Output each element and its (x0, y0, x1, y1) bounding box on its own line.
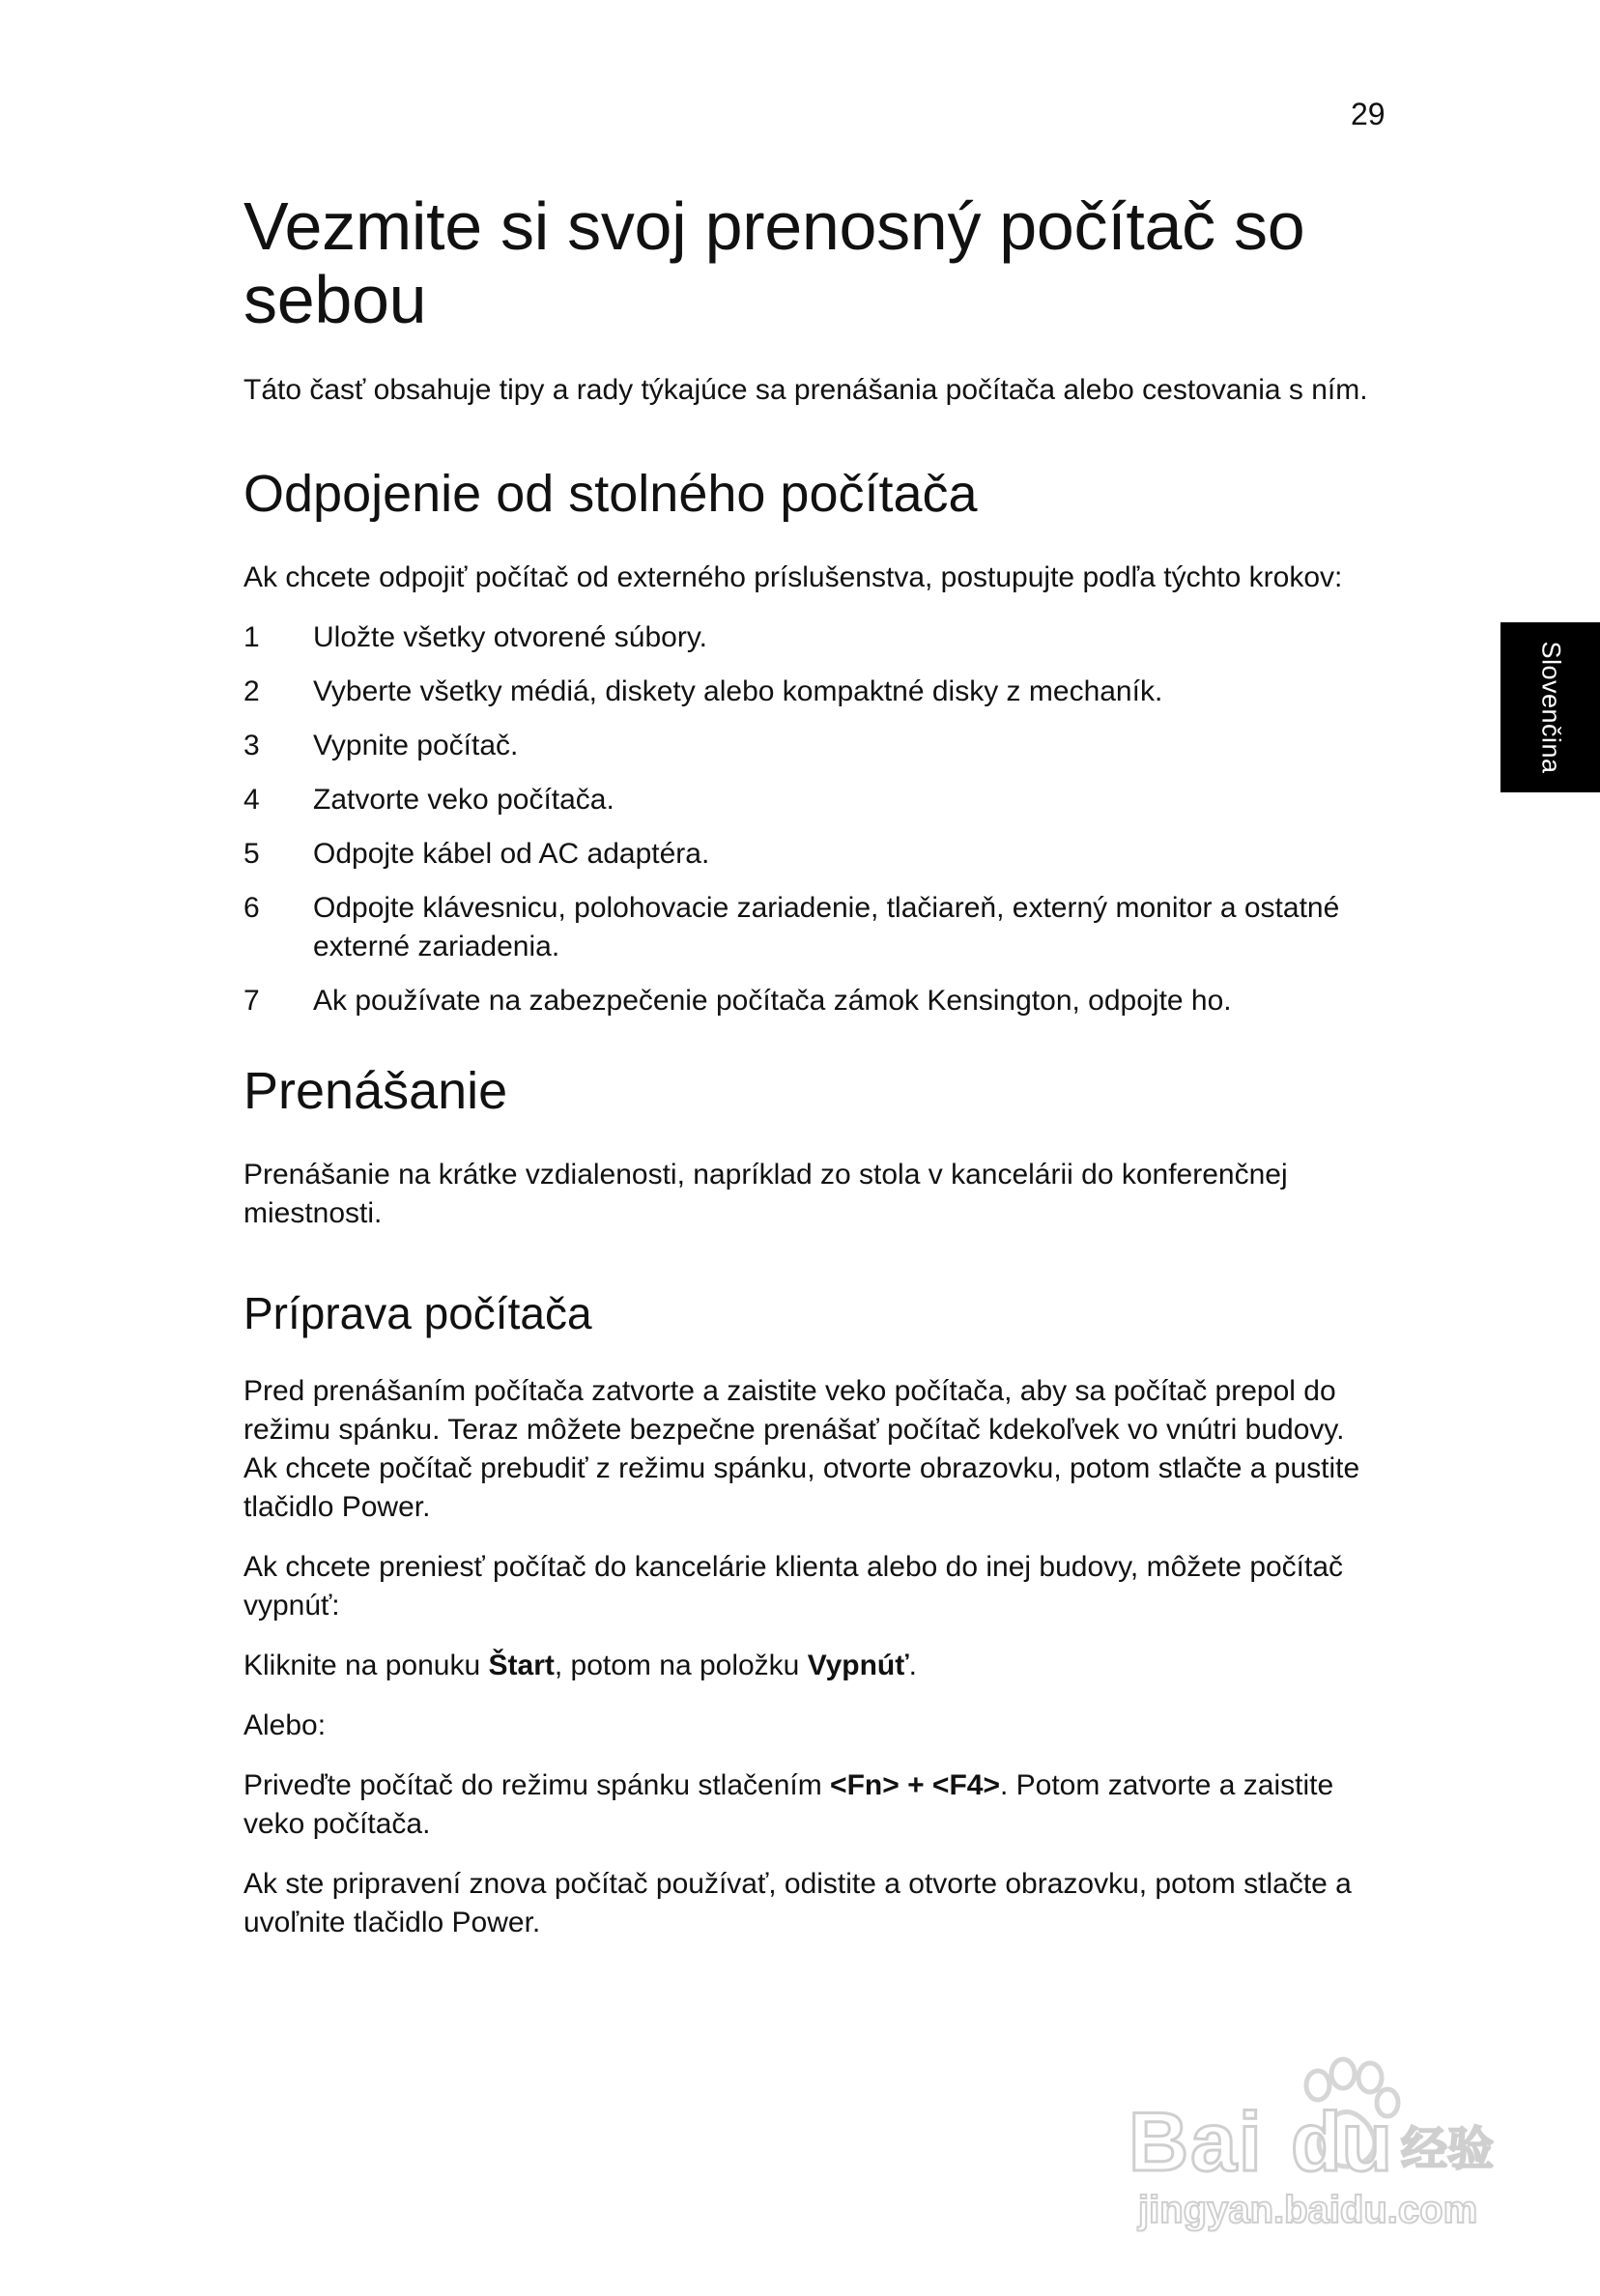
key-combination: <Fn> + <F4> (830, 1769, 1000, 1801)
svg-text:经验: 经验 (1401, 2122, 1495, 2176)
list-item (243, 618, 1374, 657)
list-item (243, 781, 1374, 819)
preparation-paragraph-4: Alebo: (243, 1709, 327, 1741)
disconnect-steps-list (243, 618, 1374, 1020)
page-title: Vezmite si svoj prenosný počítač so sebou (243, 188, 1305, 337)
step-text: Odpojte klávesnicu, polohovacie zariadenie, tlačiareň, externý monitor a ostatné externé zariadenia. (313, 892, 1340, 962)
list-item (243, 982, 1374, 1020)
step-number: 2 (243, 675, 260, 707)
list-item (243, 835, 1374, 874)
text-segment: Kliknite na ponuku (243, 1650, 489, 1681)
intro-paragraph: Táto časť obsahuje tipy a rady týkajúce sa prenášania počítača alebo cestovania s ním. (243, 374, 1368, 406)
language-side-tab-label: Slovenčina (1536, 641, 1565, 774)
text-segment: . Potom zatvorte a zaistite veko počítača. (243, 1769, 1334, 1840)
section-heading-carrying: Prenášanie (243, 1062, 508, 1120)
step-number: 1 (243, 621, 260, 653)
preparation-paragraph-3 (243, 1647, 1374, 1685)
baidu-watermark-logo (1129, 2047, 1515, 2240)
language-side-tab (1500, 622, 1600, 792)
step-number: 4 (243, 784, 260, 816)
step-number: 3 (243, 730, 260, 761)
step-text: Zatvorte veko počítača. (313, 784, 614, 816)
section-heading-disconnect: Odpojenie od stolného počítača (243, 465, 978, 523)
preparation-paragraph-1: Pred prenášaním počítača zatvorte a zaistite veko počítača, aby sa počítač prepol do režimu spánku. Teraz môžete bezpečne prenášať počítač kdekoľvek vo vnútri budovy. Ak chcete počítač prebudiť z režimu spánku, otvorte obrazovku, potom stlačte a pustite tlačidlo Power. (243, 1375, 1360, 1523)
preparation-paragraph-5 (243, 1766, 1374, 1844)
shutdown-item-label: Vypnúť (807, 1650, 909, 1681)
step-text: Ak používate na zabezpečenie počítača zámok Kensington, odpojte ho. (313, 985, 1232, 1017)
subsection-heading-preparation: Príprava počítača (243, 1288, 592, 1338)
carrying-intro: Prenášanie na krátke vzdialenosti, napríklad zo stola v kancelárii do konferenčnej miestnosti. (243, 1159, 1288, 1229)
text-segment: . (908, 1650, 917, 1681)
step-text: Vypnite počítač. (313, 730, 519, 761)
list-item (243, 889, 1374, 966)
step-number: 5 (243, 838, 260, 870)
step-number: 7 (243, 985, 260, 1017)
page-content (243, 189, 1374, 1964)
list-item (243, 727, 1374, 765)
page-number: 29 (1351, 97, 1386, 131)
preparation-paragraph-6: Ak ste pripravení znova počítač používať, odistite a otvorte obrazovku, potom stlačte a uvoľnite tlačidlo Power. (243, 1868, 1352, 1938)
disconnect-intro: Ak chcete odpojiť počítač od externého príslušenstva, postupujte podľa týchto krokov: (243, 561, 1343, 593)
svg-text:Bai: Bai (1129, 2096, 1264, 2189)
step-text: Odpojte kábel od AC adaptéra. (313, 838, 710, 870)
watermark-url: jingyan.baidu.com (1138, 2189, 1478, 2231)
preparation-paragraph-2: Ak chcete preniesť počítač do kancelárie klienta alebo do inej budovy, môžete počítač vypnúť: (243, 1551, 1344, 1622)
step-text: Uložte všetky otvorené súbory. (313, 621, 707, 653)
step-number: 6 (243, 892, 260, 924)
step-text: Vyberte všetky médiá, diskety alebo kompaktné disky z mechaník. (313, 675, 1163, 707)
text-segment: Priveďte počítač do režimu spánku stlačením (243, 1769, 831, 1801)
text-segment: , potom na položku (554, 1650, 808, 1681)
start-menu-label: Štart (488, 1650, 555, 1681)
svg-text:du: du (1291, 2096, 1393, 2189)
list-item (243, 673, 1374, 711)
